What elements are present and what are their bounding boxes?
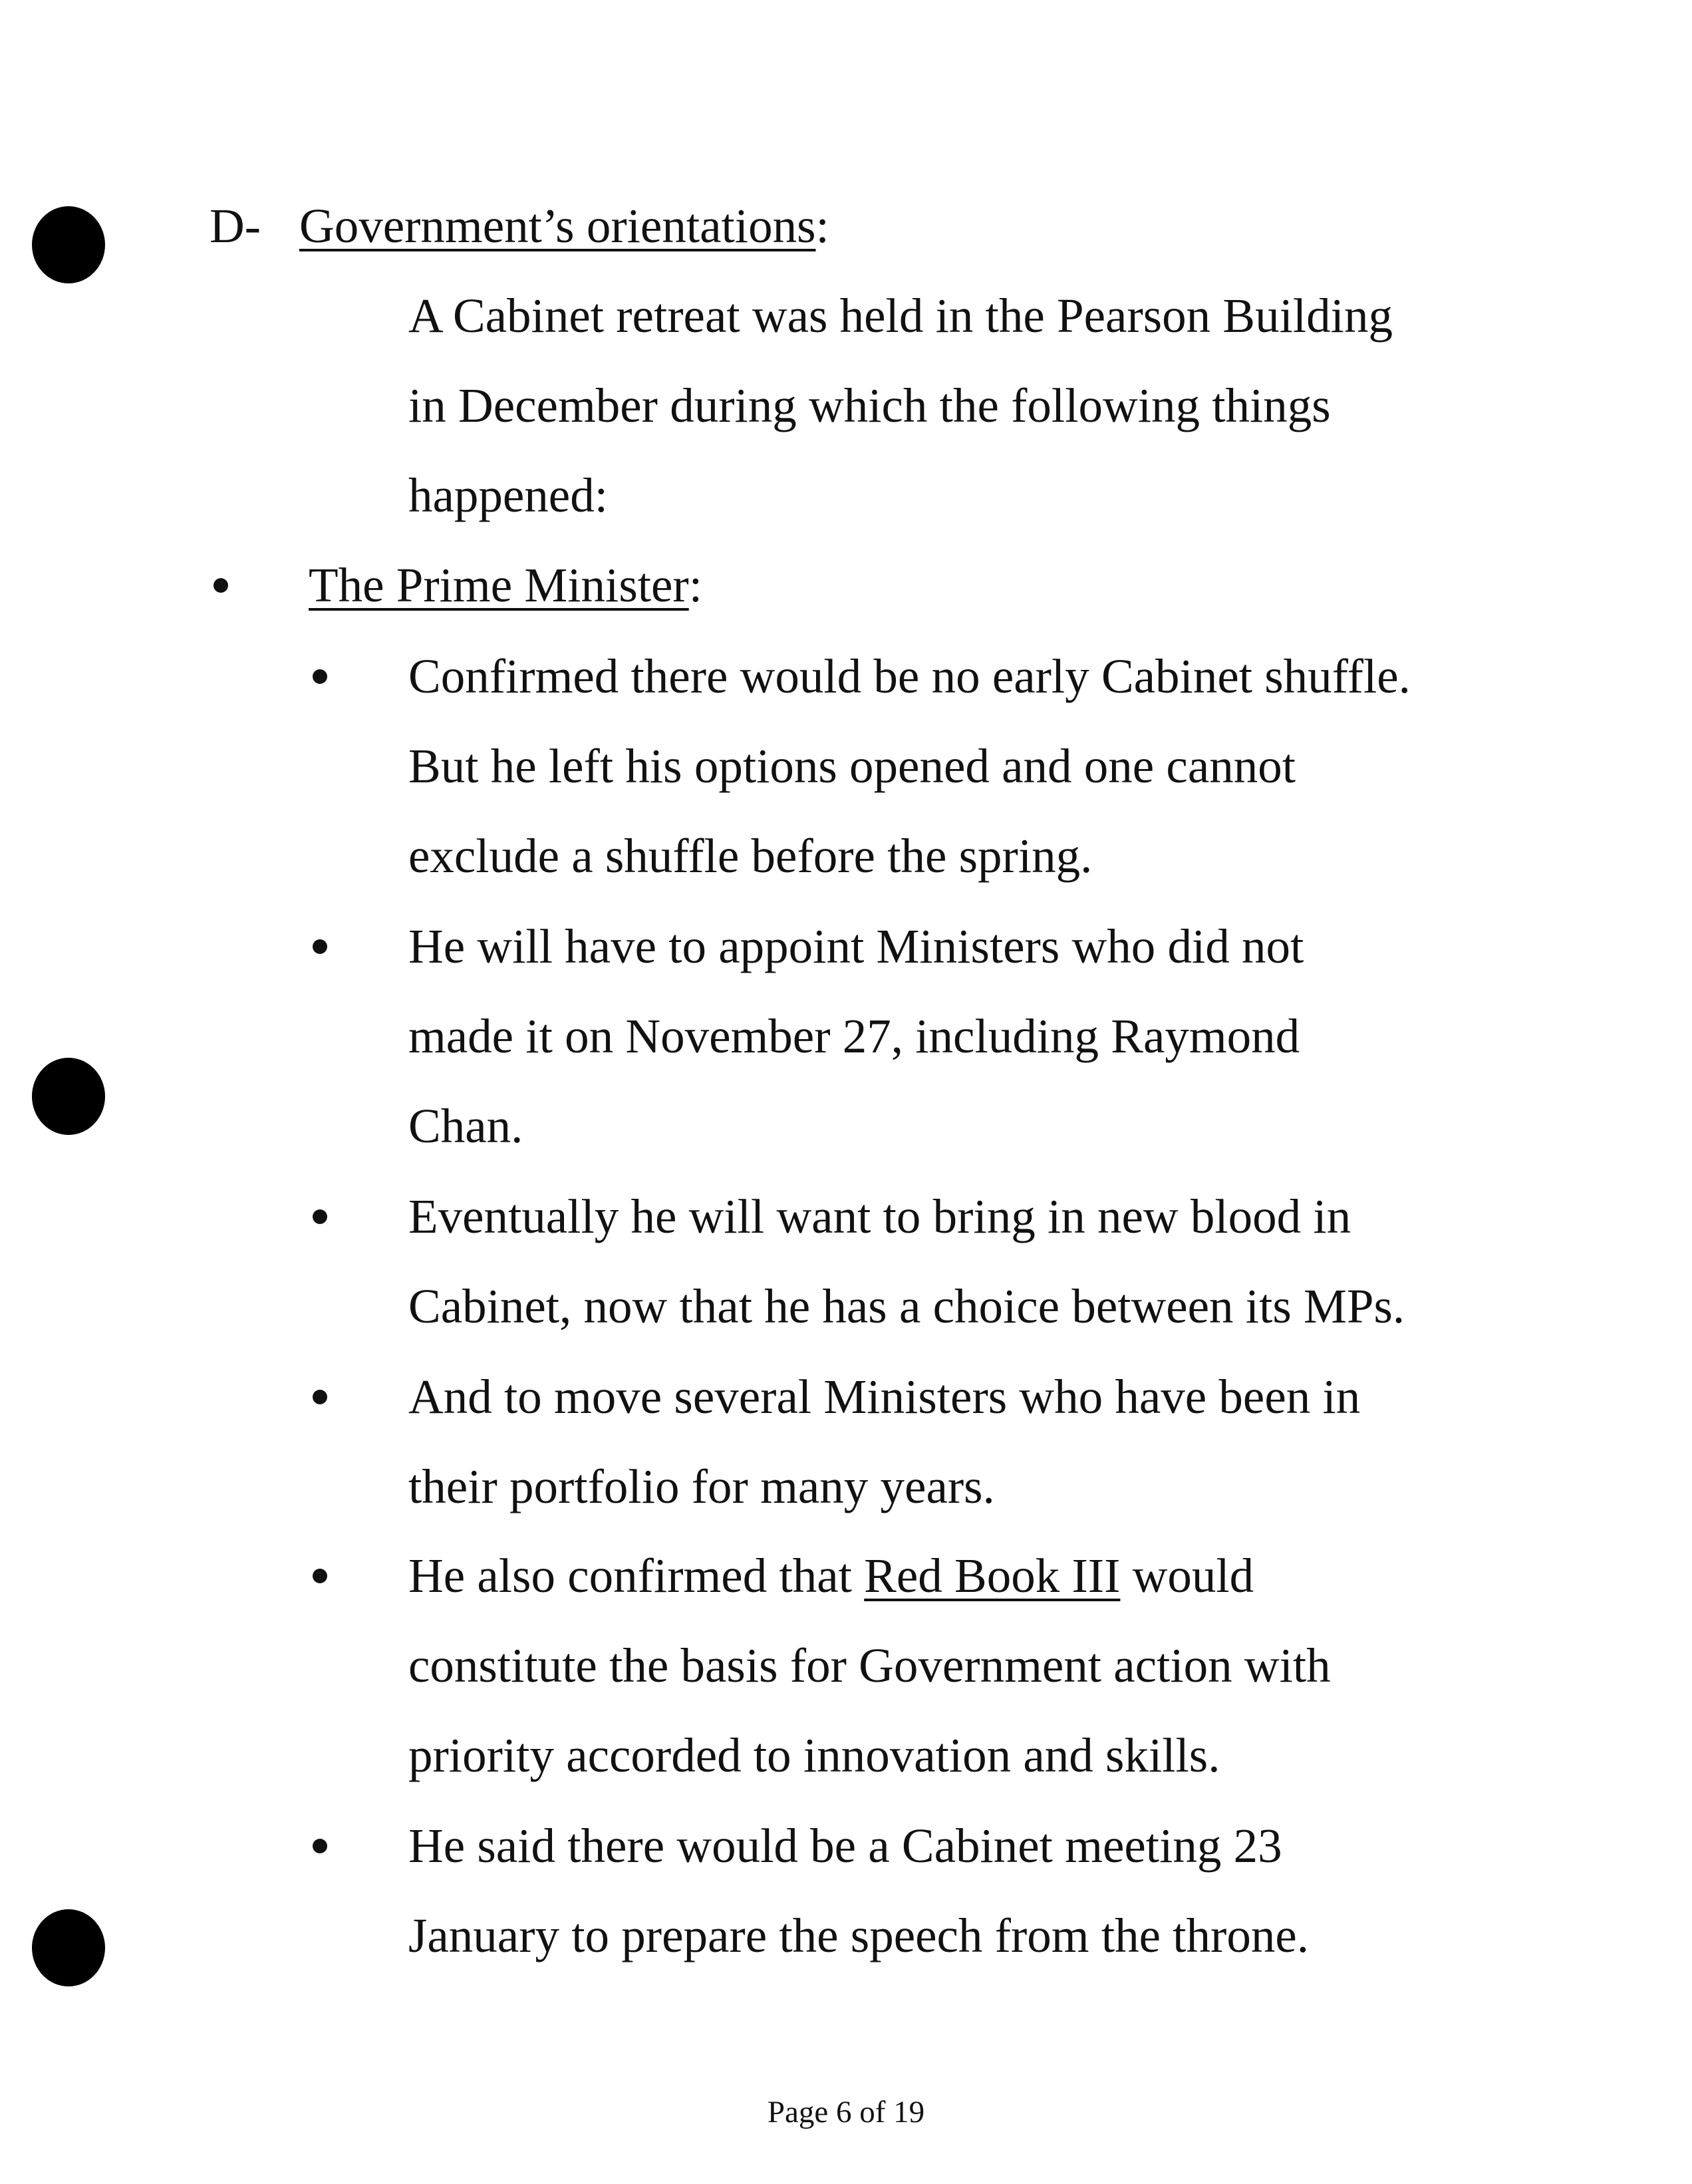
punch-hole-middle — [32, 1058, 105, 1135]
intro-line-1: A Cabinet retreat was held in the Pearson Building — [408, 289, 1393, 343]
bullet-6-line-2: January to prepare the speech from the throne. — [408, 1909, 1309, 1962]
bullet-5-text-after: would — [1120, 1549, 1254, 1603]
section-letter: D- — [210, 199, 261, 253]
bullet-4-line-1: And to move several Ministers who have been in — [408, 1370, 1361, 1424]
bullet-2-line-2: made it on November 27, including Raymond — [408, 1009, 1300, 1063]
section-heading — [299, 193, 829, 259]
intro-line-2: in December during which the following things — [408, 379, 1331, 432]
bullet-marker-1 — [313, 669, 327, 684]
bullet-marker-5 — [313, 1569, 327, 1583]
subheading-title: The Prime Minister — [309, 558, 689, 612]
bullet-1-line-2: But he left his options opened and one cannot — [408, 739, 1296, 793]
bullet-1-line-3: exclude a shuffle before the spring. — [408, 829, 1093, 883]
section-title-suffix: : — [815, 199, 829, 253]
subheading-suffix: : — [688, 558, 703, 612]
subheading — [309, 552, 702, 619]
bullet-2-line-3: Chan. — [408, 1099, 523, 1153]
bullet-marker-6 — [313, 1839, 327, 1853]
bullet-6-line-1: He said there would be a Cabinet meeting 23 — [408, 1819, 1282, 1873]
intro-line-3: happened: — [408, 468, 608, 522]
punch-hole-top — [32, 206, 105, 283]
punch-hole-bottom — [32, 1909, 105, 1986]
subheading-bullet — [213, 578, 228, 593]
page-number: Page 6 of 19 — [767, 2095, 925, 2129]
bullet-marker-3 — [313, 1209, 327, 1224]
section-title: Government’s orientations — [299, 199, 816, 253]
bullet-marker-4 — [313, 1390, 327, 1404]
bullet-5-line-1 — [408, 1543, 1254, 1609]
red-book-reference: Red Book III — [864, 1549, 1121, 1603]
bullet-2-line-1: He will have to appoint Ministers who did not — [408, 919, 1304, 973]
bullet-5-line-2: constitute the basis for Government action with — [408, 1638, 1331, 1692]
bullet-4-line-2: their portfolio for many years. — [408, 1460, 995, 1513]
bullet-1-line-1: Confirmed there would be no early Cabinet shuffle. — [408, 649, 1411, 703]
bullet-5-line-3: priority accorded to innovation and skills. — [408, 1728, 1220, 1782]
bullet-3-line-2: Cabinet, now that he has a choice between its MPs. — [408, 1279, 1405, 1333]
bullet-5-text-before: He also confirmed that — [408, 1549, 865, 1603]
page-footer — [0, 2092, 1692, 2132]
bullet-marker-2 — [313, 939, 327, 954]
bullet-3-line-1: Eventually he will want to bring in new blood in — [408, 1189, 1351, 1243]
